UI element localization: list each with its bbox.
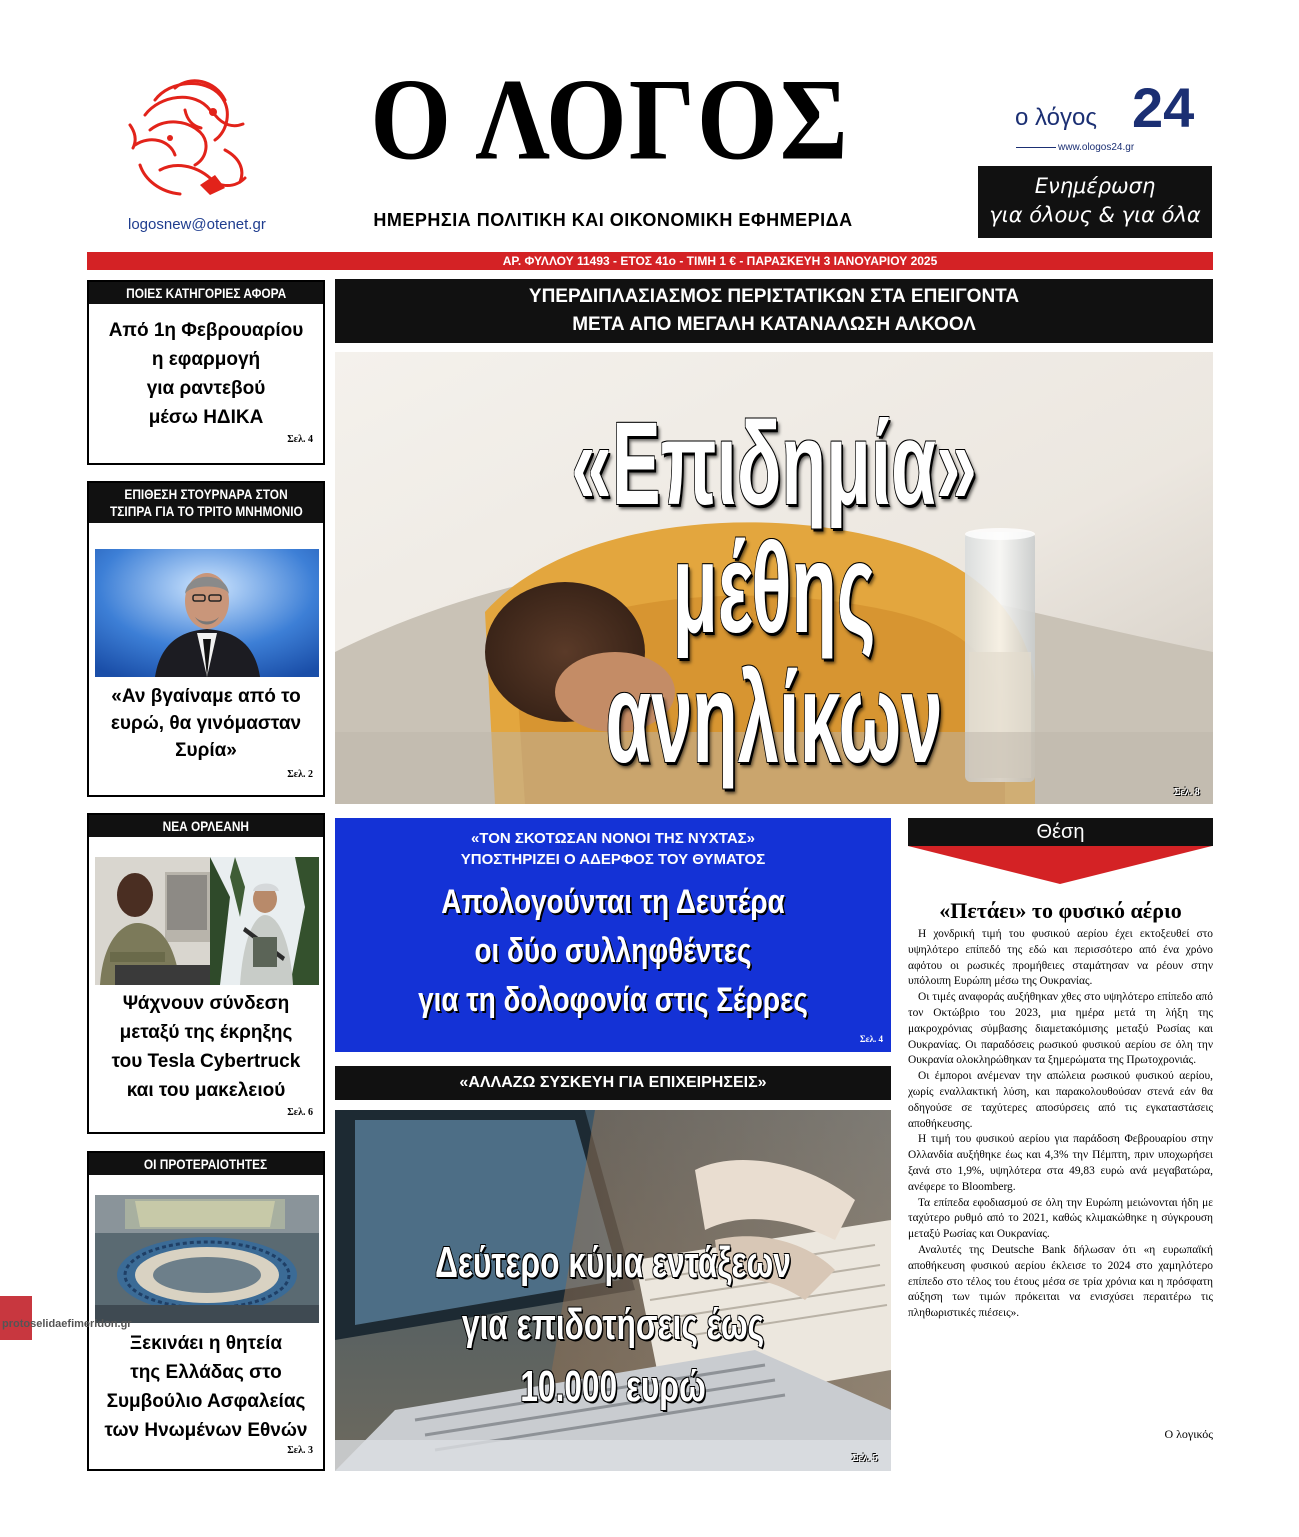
un-security-council-photo [95, 1195, 319, 1323]
headline-line: του Tesla Cybertruck [111, 1051, 301, 1072]
headline-line: Δεύτερο κύμα εντάξεων [435, 1238, 791, 1287]
opinion-column-title: «Πετάει» το φυσικό αέριο [939, 898, 1182, 923]
site-logo-number: 24 [1132, 76, 1195, 139]
opinion-column-label: Θέση [908, 818, 1213, 846]
site-url[interactable]: www.ologos24.gr [1058, 142, 1135, 153]
left-story-1-kicker: ΠΟΙΕΣ ΚΑΤΗΓΟΡΙΕΣ ΑΦΟΡΑ [89, 282, 323, 304]
lead-story-kicker [335, 279, 1213, 343]
headline-line: Συμβούλιο Ασφαλείας [106, 1391, 306, 1412]
left-story-3[interactable] [87, 813, 325, 1134]
headline-line: και του μακελειού [126, 1080, 286, 1101]
headline-line: για ραντεβού [146, 378, 266, 399]
column-paragraph: Η χονδρική τιμή του φυσικού αερίου έχει εκτοξευθεί στο υψηλότερο επίπεδό της εδώ και περισσότερο από ένα χρόνο αφότου οι ρωσικές προμήθειες σταμάτησαν να ρέουν στην υπόλοιπη Ευρώπη μέσω της Ουκρανίας. [908, 928, 1213, 988]
serres-story[interactable] [335, 818, 891, 1052]
headline-line: η εφαρμογή [151, 349, 261, 370]
new-orleans-photo [95, 857, 319, 985]
watermark-text: protoselidaefimeridon.gr [2, 1318, 132, 1330]
column-paragraph: Οι τιμές αναφοράς αυξήθηκαν χθες στο υψηλότερο επίπεδο από τον Οκτώβριο του 2023, μια ημέρα μετά τη λήξη της μακροχρόνιας σύμβασης διαμετακόμισης μεταξύ Ρωσίας και Ουκρανίας. Οι παραδόσεις ρωσικού φυσικού αερίου σε όλη την Ουκρανία ολοκληρώθηκαν τα ξημερώματα της Πρωτοχρονιάς. [908, 991, 1213, 1067]
headline-line: Ξεκινάει η θητεία [129, 1333, 283, 1354]
headline-line: των Ηνωμένων Εθνών [104, 1420, 308, 1441]
left-story-4-headline [89, 1329, 323, 1445]
page-reference: Σελ. 4 [859, 1034, 883, 1044]
headline-line: Συρία» [175, 740, 237, 761]
newspaper-tagline: ΗΜΕΡΗΣΙΑ ΠΟΛΙΤΙΚΗ ΚΑΙ ΟΙΚΟΝΟΜΙΚΗ ΕΦΗΜΕΡΙΔΑ [373, 210, 853, 230]
left-story-3-kicker: ΝΕΑ ΟΡΛΕΑΝΗ [89, 815, 323, 837]
headline-line: για τη δολοφονία στις Σέρρες [418, 981, 808, 1019]
left-story-1-headline [89, 304, 323, 432]
page-reference: Σελ. 2 [287, 769, 313, 780]
headline-line: για επιδοτήσεις έως 10.000 ευρώ [461, 1300, 765, 1411]
slogan-line-1: Ενημέρωση [1034, 174, 1156, 198]
headline-line: μέσω ΗΔΙΚΑ [148, 407, 264, 428]
left-story-3-headline [89, 989, 323, 1105]
left-story-4-kicker: ΟΙ ΠΡΟΤΕΡΑΙΟΤΗΤΕΣ [89, 1153, 323, 1175]
headline-line: ευρώ, θα γινόμασταν [110, 713, 302, 734]
page-reference: Σελ. 3 [287, 1445, 313, 1456]
device-program-headline [335, 1232, 891, 1418]
lead-headline-line-2: μέθης ανηλίκων [605, 517, 943, 790]
headline-line: Από 1η Φεβρουαρίου [108, 320, 304, 341]
site-logo-name: ο λόγος [1015, 104, 1097, 131]
left-story-4[interactable] [87, 1151, 325, 1471]
kicker-line: «ΤΟΝ ΣΚΟΤΩΣΑΝ ΝΟΝΟΙ ΤΗΣ ΝΥΧΤΑΣ» [470, 830, 756, 847]
left-story-1[interactable] [87, 280, 325, 465]
kicker-line: ΥΠΕΡΔΙΠΛΑΣΙΑΣΜΟΣ ΠΕΡΙΣΤΑΤΙΚΩΝ ΣΤΑ ΕΠΕΙΓΟΝΤΑ [528, 286, 1020, 307]
down-triangle-icon [908, 846, 1212, 884]
headline-line: Ψάχνουν σύνδεση [122, 993, 290, 1014]
newspaper-masthead: Ο ΛΟΓΟΣ [370, 55, 850, 185]
page-reference: Σελ. 6 [287, 1107, 313, 1118]
headline-line: οι δύο συλληφθέντες [474, 932, 752, 970]
column-paragraph: Η τιμή του φυσικού αερίου για παράδοση Φεβρουαρίου στην Ολλανδία αυξήθηκε έως και 4,3% την Πέμπτη, πριν υποχωρήσει ξανά στο 1,9%, υψηλότερα στα 49,83 ευρώ ανά μεγαβατώρα, ανέφερε το Bloomberg. [908, 1133, 1213, 1193]
page-reference: Σελ. 4 [287, 434, 313, 445]
page-reference: Σελ. 5 [852, 1453, 878, 1464]
headline-line: της Ελλάδας στο [130, 1362, 282, 1383]
site-logo-divider [1016, 147, 1056, 148]
serres-story-kicker [335, 818, 891, 870]
left-story-2[interactable] [87, 481, 325, 797]
headline-line: μεταξύ της έκρηξης [119, 1022, 293, 1043]
issue-info-bar [87, 252, 1213, 270]
left-story-2-headline [89, 683, 323, 764]
lead-story-headline [335, 398, 1213, 790]
serres-story-headline [385, 878, 841, 1025]
lead-headline-line-1: «Επιδημία» [571, 398, 977, 530]
opinion-column-body [908, 927, 1213, 1322]
newspaper-emblem-logo [115, 70, 265, 205]
column-signature: Ο λογικός [1164, 1427, 1213, 1441]
column-paragraph: Αναλυτές της Deutsche Bank δήλωσαν ότι «η ευρωπαϊκή αποθήκευση φυσικού αερίου έκλεισε το 2024 στο χαμηλότερο επίπεδο στο τέλος του έτους μέσα σε τρία χρόνια και η πρόσφατη αύξηση των τιμών πρόκειται να ενισχύσει περαιτέρω τις πληθωριστικές πιέσεις». [908, 1243, 1213, 1320]
page-reference: Σελ. 8 [1174, 787, 1200, 798]
left-story-2-kicker: ΕΠΙΘΕΣΗ ΣΤΟΥΡΝΑΡΑ ΣΤΟΝ ΤΣΙΠΡΑ ΓΙΑ ΤΟ ΤΡΙΤΟ ΜΝΗΜΟΝΙΟ [89, 483, 323, 523]
column-paragraph: Οι έμποροι ανέμεναν την απώλεια ρωσικού φυσικού αερίου, χωρίς εναλλακτική λύση, και παρακολουθούσαν στενά εάν θα οδηγούσε σε ταχύτερες αποσύρσεις από τις εγκαταστάσεις αποθήκευσης. [908, 1070, 1213, 1130]
slogan-box [978, 166, 1212, 238]
stournaras-photo [95, 549, 319, 677]
headline-line: Απολογούνται τη Δευτέρα [441, 883, 785, 921]
column-paragraph: Τα επίπεδα εφοδιασμού σε όλη την Ευρώπη μειώνονται ήδη με ταχύτερο ρυθμό από το 2021, καθώς κλιμακώθηκε η σύγκρουση μεταξύ Ρωσίας και Ουκρανίας. [908, 1196, 1213, 1241]
slogan-line-2: για όλους & για όλα [989, 203, 1201, 227]
issue-info-text: ΑΡ. ΦΥΛΛΟΥ 11493 - ΕΤΟΣ 41ο - ΤΙΜΗ 1 € - ΠΑΡΑΣΚΕΥΗ 3 ΙΑΝΟΥΑΡΙΟΥ 2025 [502, 254, 938, 268]
device-program-kicker: «ΑΛΛΑΖΩ ΣΥΣΚΕΥΗ ΓΙΑ ΕΠΙΧΕΙΡΗΣΕΙΣ» [335, 1066, 891, 1100]
contact-email[interactable]: logosnew@otenet.gr [128, 216, 266, 233]
kicker-line: ΜΕΤΑ ΑΠΟ ΜΕΓΑΛΗ ΚΑΤΑΝΑΛΩΣΗ ΑΛΚΟΟΛ [572, 314, 976, 335]
headline-line: «Αν βγαίναμε από το [111, 686, 301, 707]
kicker-line: ΥΠΟΣΤΗΡΙΖΕΙ Ο ΑΔΕΡΦΟΣ ΤΟΥ ΘΥΜΑΤΟΣ [460, 851, 766, 868]
